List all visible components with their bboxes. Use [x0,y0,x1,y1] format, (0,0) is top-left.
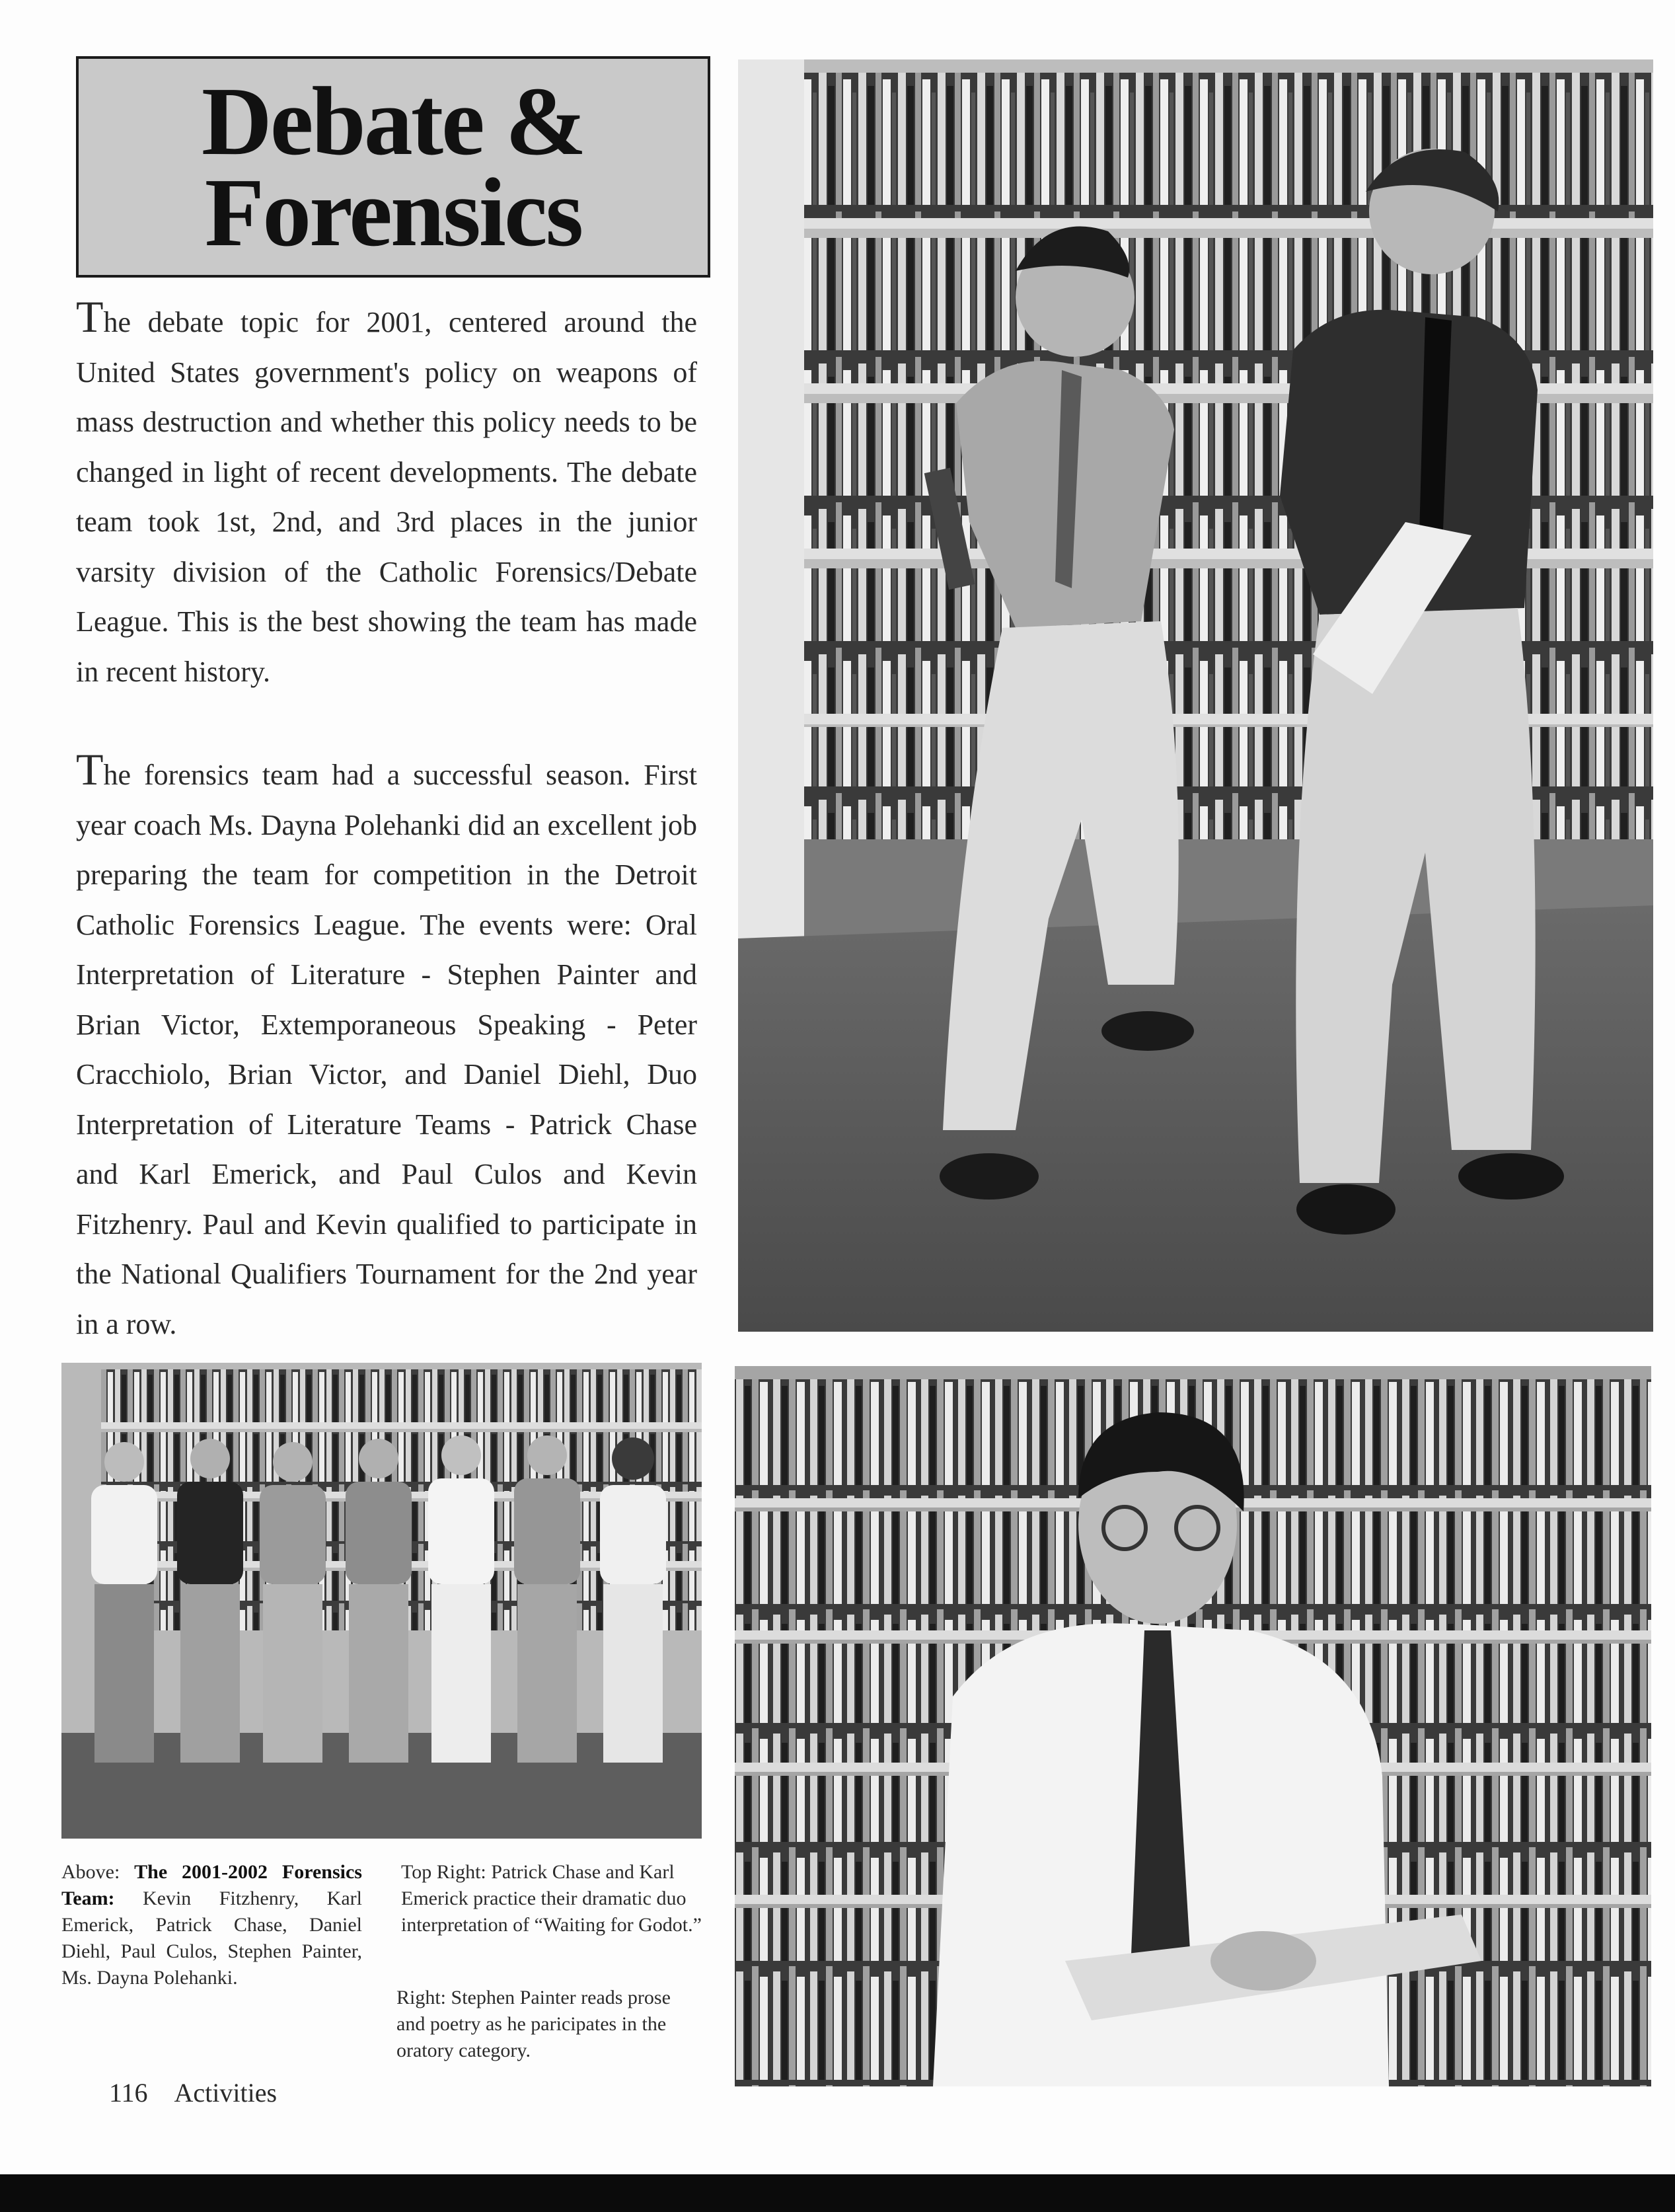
forensics-paragraph [76,744,697,1349]
photo-two-students-library [738,59,1653,1332]
title-box [76,56,710,278]
right-photo-caption: Right: Stephen Painter reads prose and poetry as he paricipates in the oratory category. [396,1987,671,2061]
dropcap: T [76,744,104,794]
photo-student-reading-library [735,1366,1651,2086]
caption-bold: The 2001-2002 Forensics Team: [61,1861,362,1909]
paragraph-text: he debate topic for 2001, centered around the United States government's policy on weapons of mass destruction and whether this policy needs to be changed in light of recent developments. The debate team took 1st, 2nd, and 3rd places in the junior varsity division of the Catholic Forensics/Debate League. This is the best showing the team has made in recent history. [76,306,697,688]
team-photo-caption [61,1859,362,1991]
dropcap: T [76,291,104,342]
paragraph-text: he forensics team had a successful season. First year coach Ms. Dayna Polehanki did an excellent job preparing the team for competition in the Detroit Catholic Forensics League. The events were: Oral Interpretation of Literature - Stephen Painter and Brian Victor, Extemporaneous Speaking - Peter Cracchiolo, Brian Victor, and Daniel Diehl, Duo Interpretation of Literature Teams - Patrick Chase and Karl Emerick, and Paul Culos and Kevin Fitzhenry. Paul and Kevin qualified to participate in the National Qualifiers Tournament for the 2nd year in a row. [76,759,697,1340]
caption-text: Kevin Fitzhenry, Karl Emerick, Patrick Chase, Daniel Diehl, Paul Culos, Stephen Painter, Ms. Dayna Polehanki. [61,1888,362,1989]
debate-paragraph [76,291,697,697]
section-name: Activities [174,2078,278,2108]
page-folio [109,2077,277,2108]
title-line-2: Forensics [204,158,582,267]
scan-bottom-edge [0,2174,1675,2212]
title-line-1: Debate & [201,67,585,176]
caption-prefix: Above: [61,1861,135,1883]
top-right-photo-caption: Top Right: Patrick Chase and Karl Emerick practice their dramatic duo interpretation of “Waiting for Godot.” [401,1861,702,1936]
photo-forensics-team-group [61,1363,702,1839]
page-number: 116 [109,2078,148,2108]
